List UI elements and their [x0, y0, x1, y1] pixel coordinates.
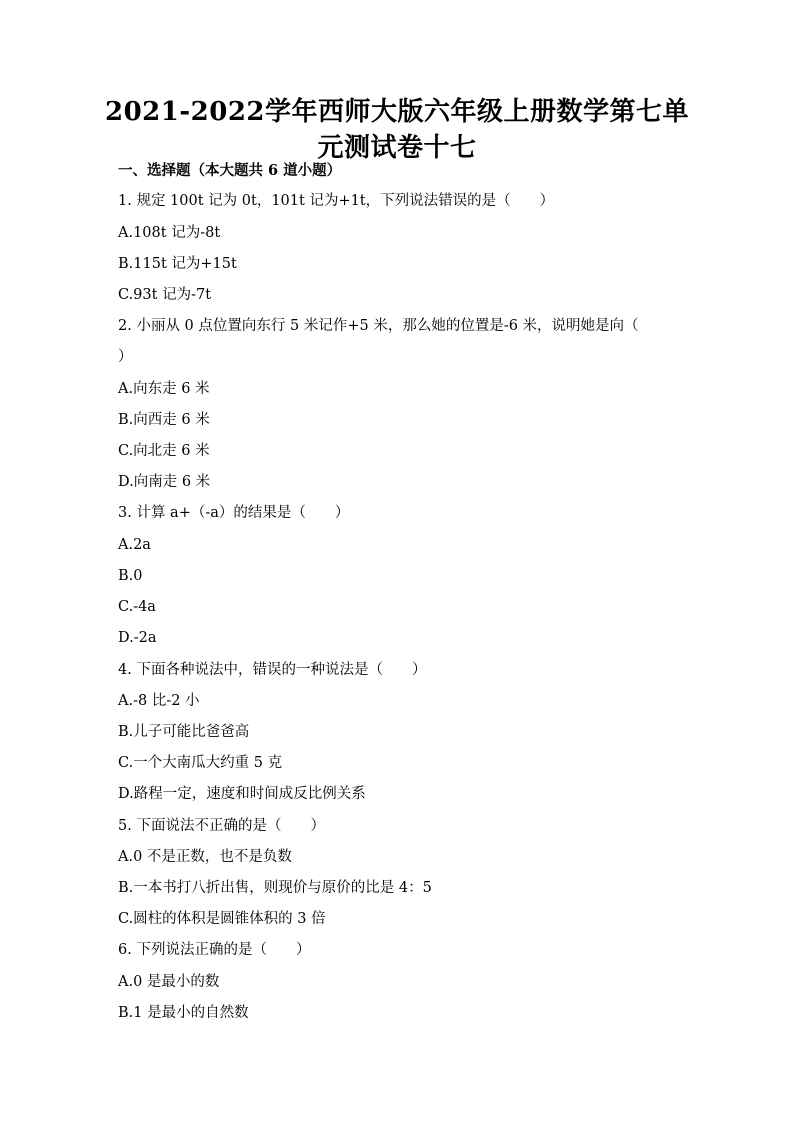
- option-3c: C.-4a: [118, 599, 156, 615]
- option-4c: C.一个大南瓜大约重 5 克: [118, 755, 283, 771]
- question-3: 3. 计算 a+（-a）的结果是（ ）: [118, 505, 350, 521]
- option-6b: B.1 是最小的自然数: [118, 1005, 249, 1021]
- option-4d: D.路程一定，速度和时间成反比例关系: [118, 786, 366, 802]
- option-5b: B.一本书打八折出售，则现价与原价的比是 4：5: [118, 880, 432, 896]
- title-line-1: 2021-2022学年西师大版六年级上册数学第七单: [104, 97, 690, 127]
- option-3b: B.0: [118, 568, 143, 584]
- option-6a: A.0 是最小的数: [118, 974, 220, 990]
- title-line-2: 元测试卷十七: [317, 133, 477, 163]
- question-2-cont: ）: [118, 349, 133, 365]
- option-2a: A.向东走 6 米: [118, 381, 210, 397]
- option-1a: A.108t 记为-8t: [118, 225, 221, 241]
- question-1: 1. 规定 100t 记为 0t，101t 记为+1t，下列说法错误的是（ ）: [118, 193, 555, 209]
- section-heading: 一、选择题（本大题共 6 道小题）: [118, 162, 342, 179]
- document-title: [80, 94, 714, 166]
- option-5a: A.0 不是正数，也不是负数: [118, 849, 292, 865]
- option-1b: B.115t 记为+15t: [118, 256, 237, 272]
- option-2d: D.向南走 6 米: [118, 474, 211, 490]
- question-6: 6. 下列说法正确的是（ ）: [118, 942, 311, 958]
- option-5c: C.圆柱的体积是圆锥体积的 3 倍: [118, 911, 326, 927]
- question-5: 5. 下面说法不正确的是（ ）: [118, 818, 325, 834]
- option-4b: B.儿子可能比爸爸高: [118, 724, 250, 740]
- question-2: 2. 小丽从 0 点位置向东行 5 米记作+5 米，那么她的位置是-6 米，说明她是向（: [118, 318, 639, 334]
- option-4a: A.-8 比-2 小: [118, 693, 200, 709]
- option-2b: B.向西走 6 米: [118, 412, 210, 428]
- option-3d: D.-2a: [118, 630, 157, 646]
- option-3a: A.2a: [118, 537, 151, 553]
- option-1c: C.93t 记为-7t: [118, 287, 212, 303]
- option-2c: C.向北走 6 米: [118, 443, 210, 459]
- question-4: 4. 下面各种说法中，错误的一种说法是（ ）: [118, 662, 427, 678]
